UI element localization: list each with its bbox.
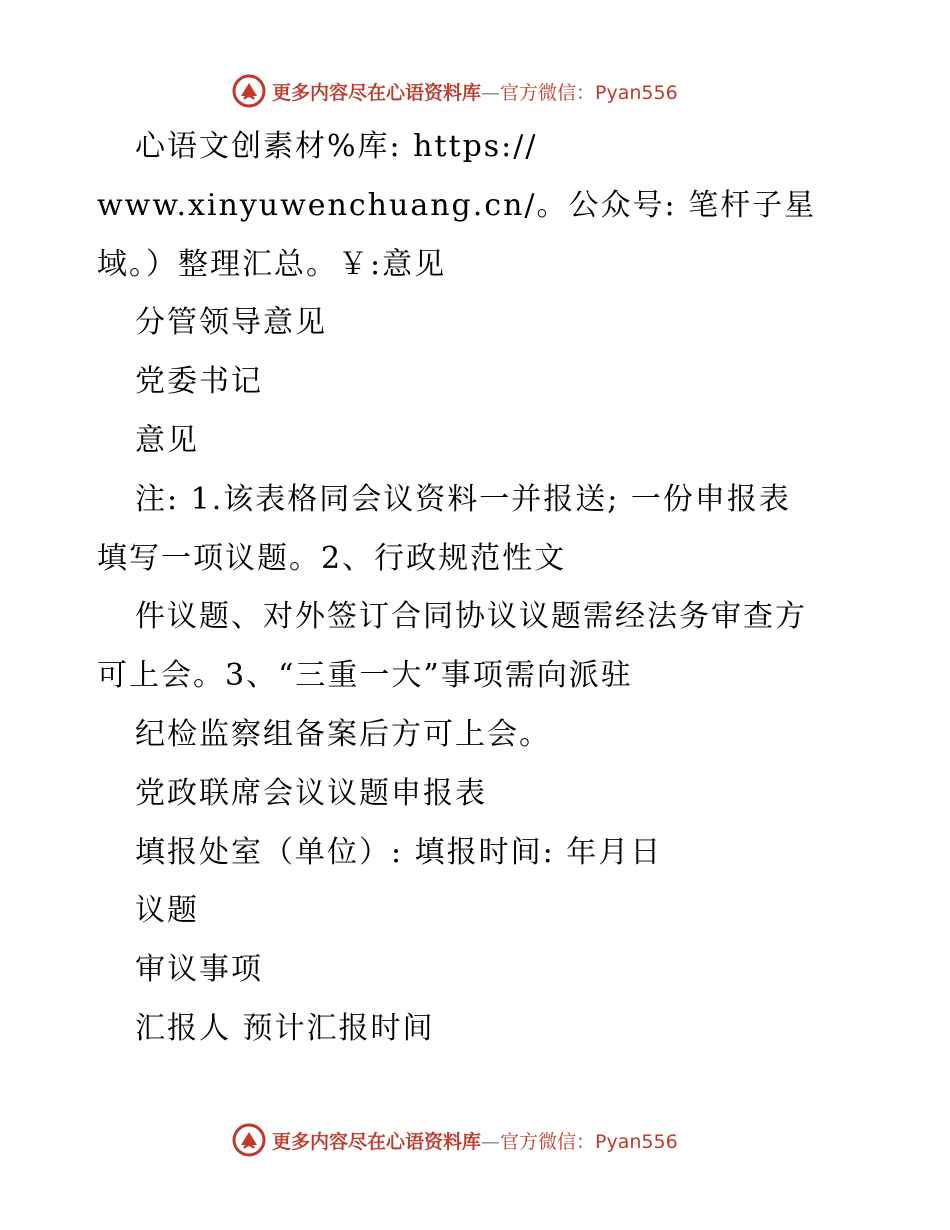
text-line: 件议题、对外签订合同协议议题需经法务审查方 [135,599,807,635]
text-line: 审议事项 [135,952,263,988]
watermark-text [272,78,678,105]
red-seal-logo-icon [232,74,266,108]
text-line: 填写一项议题。2、行政规范性文 [97,540,567,576]
text-line: 心语文创素材%库: https:// [135,129,538,164]
text-line: 意见 [135,422,199,458]
text-line: 汇报人 预计汇报时间 [135,1010,435,1046]
watermark-main: 更多内容尽在心语资料库 [272,1130,482,1153]
text-line: 党政联席会议议题申报表 [135,775,487,811]
text-line: 纪检监察组备案后方可上会。 [135,716,551,752]
watermark-wechat-label: 官方微信： [500,1130,596,1153]
text-line: 可上会。3、“三重一大”事项需向派驻 [97,658,633,694]
watermark-wechat-id: Pyan556 [595,1130,678,1153]
watermark-main: 更多内容尽在心语资料库 [272,81,482,104]
text-line: 议题 [135,893,199,929]
footer-watermark [232,1120,752,1160]
text-line: 分管领导意见 [135,305,327,341]
document-body [97,118,857,1059]
text-line: www.xinyuwenchuang.cn/。公众号: 笔杆子星 [97,187,817,223]
text-line: 域。）整理汇总。￥:意见 [97,246,447,282]
text-line: 填报处室（单位）: 填报时间: 年月日 [135,834,663,870]
watermark-dash: — [481,1130,501,1153]
header-watermark [232,71,752,111]
watermark-wechat-id: Pyan556 [595,81,678,104]
red-seal-logo-icon [232,1123,266,1157]
text-line: 党委书记 [135,364,263,400]
watermark-dash: — [481,81,501,104]
watermark-wechat-label: 官方微信： [500,81,596,104]
watermark-text [272,1127,678,1154]
text-line: 注: 1.该表格同会议资料一并报送; 一份申报表 [135,481,791,517]
